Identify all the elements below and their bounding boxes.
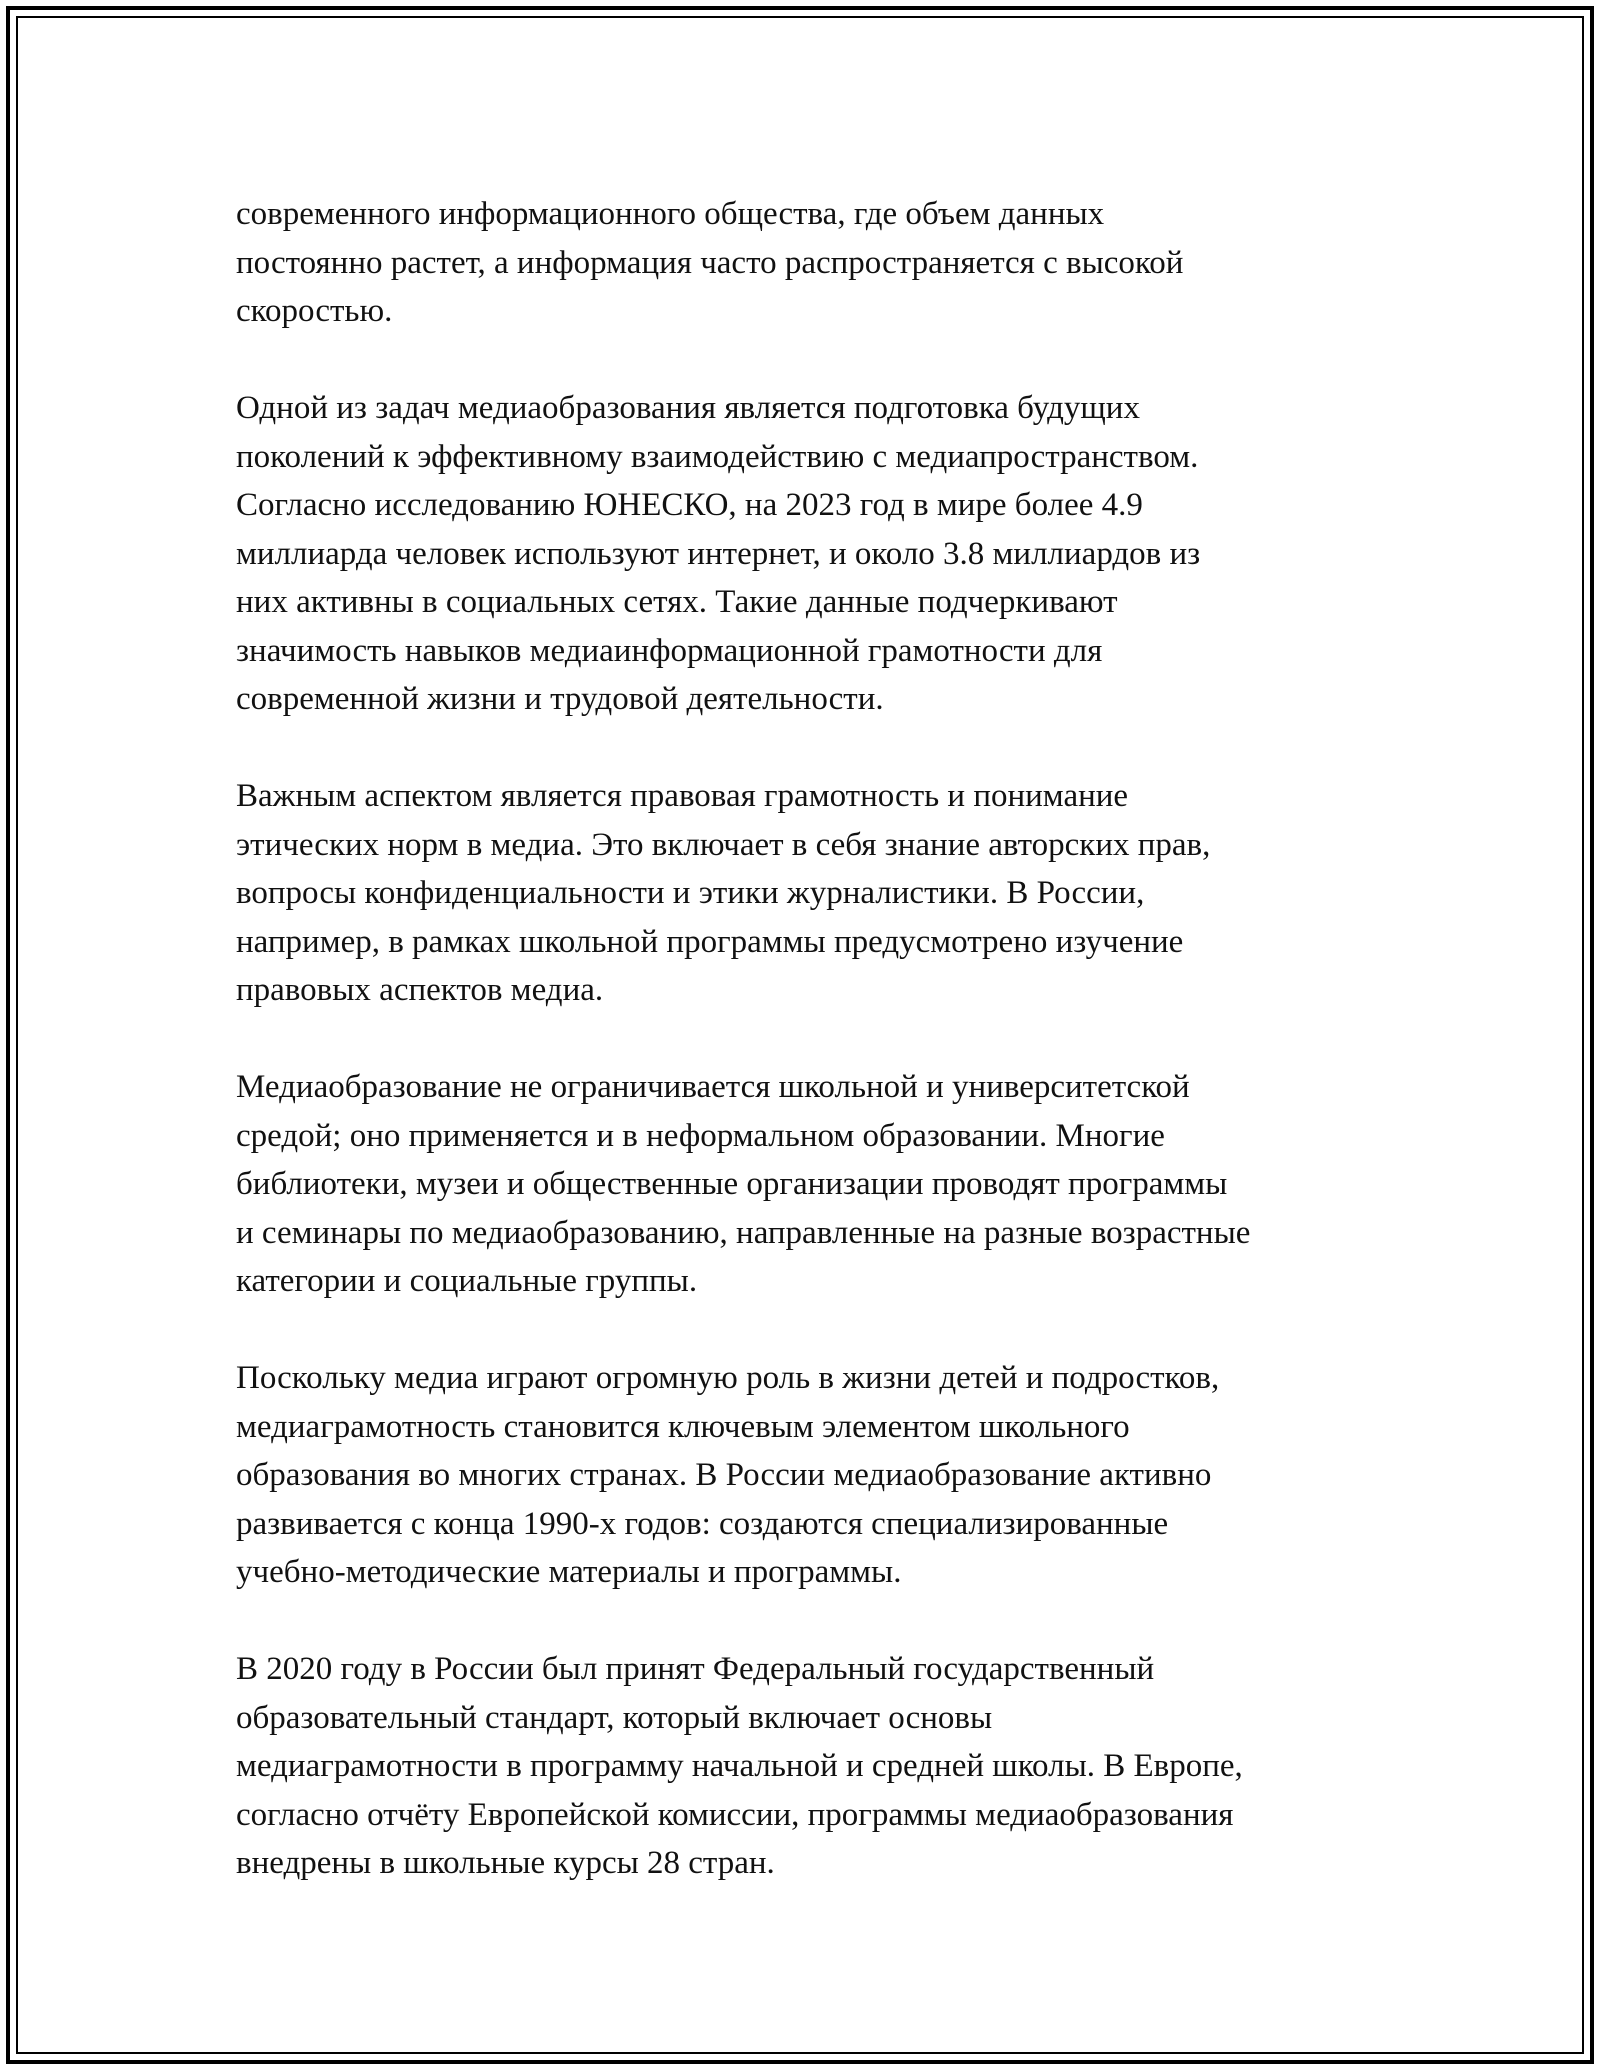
paragraph-4 [236,1063,1396,1306]
document-body [236,190,1396,1936]
text-line: Одной из задач медиаобразования является подготовка будущих [236,390,1140,426]
text-line: и семинары по медиаобразованию, направленные на разные возрастные [236,1214,1251,1251]
text-line: Поскольку медиа играют огромную роль в жизни детей и подростков, [236,1360,1220,1396]
text-line: Согласно исследованию ЮНЕСКО, на 2023 год в мире более 4.9 [236,487,1143,523]
paragraph-6 [236,1645,1396,1888]
text-line: Важным аспектом является правовая грамотность и понимание [236,778,1129,814]
paragraph-3 [236,772,1396,1015]
paragraph-2 [236,384,1396,724]
text-line: постоянно растет, а информация часто распространяется с высокой [236,244,1184,281]
text-line: современной жизни и трудовой деятельности. [236,681,884,717]
text-line: библиотеки, музеи и общественные организации проводят программы [236,1166,1228,1202]
text-line: учебно-методические материалы и программы. [236,1554,902,1590]
text-line: образовательный стандарт, который включает основы [236,1699,993,1736]
text-line: например, в рамках школьной программы предусмотрено изучение [236,923,1184,960]
text-line: скоростью. [236,293,393,329]
text-line: поколений к эффективному взаимодействию с медиапространством. [236,438,1199,475]
text-line: образования во многих странах. В России медиаобразование активно [236,1457,1212,1493]
text-line: медиаграмотности в программу начальной и средней школы. В Европе, [236,1748,1243,1784]
paragraph-5 [236,1354,1396,1597]
text-line: средой; оно применяется и в неформальном образовании. Многие [236,1117,1165,1154]
text-line: В 2020 году в России был принят Федеральный государственный [236,1651,1155,1687]
text-line: этических норм в медиа. Это включает в себя знание авторских прав, [236,826,1211,863]
text-line: миллиарда человек используют интернет, и около 3.8 миллиардов из [236,535,1201,572]
text-line: медиаграмотность становится ключевым элементом школьного [236,1408,1130,1445]
text-line: Медиаобразование не ограничивается школьной и университетской [236,1069,1190,1105]
text-line: правовых аспектов медиа. [236,972,604,1008]
text-line: внедрены в школьные курсы 28 стран. [236,1845,775,1881]
text-line: развивается с конца 1990-х годов: создаются специализированные [236,1505,1169,1542]
paragraph-1 [236,190,1396,336]
text-line: современного информационного общества, где объем данных [236,196,1105,232]
text-line: согласно отчёту Европейской комиссии, программы медиаобразования [236,1796,1234,1833]
text-line: значимость навыков медиаинформационной грамотности для [236,632,1103,669]
text-line: категории и социальные группы. [236,1263,698,1299]
text-line: них активны в социальных сетях. Такие данные подчеркивают [236,584,1118,620]
text-line: вопросы конфиденциальности и этики журналистики. В России, [236,875,1145,911]
